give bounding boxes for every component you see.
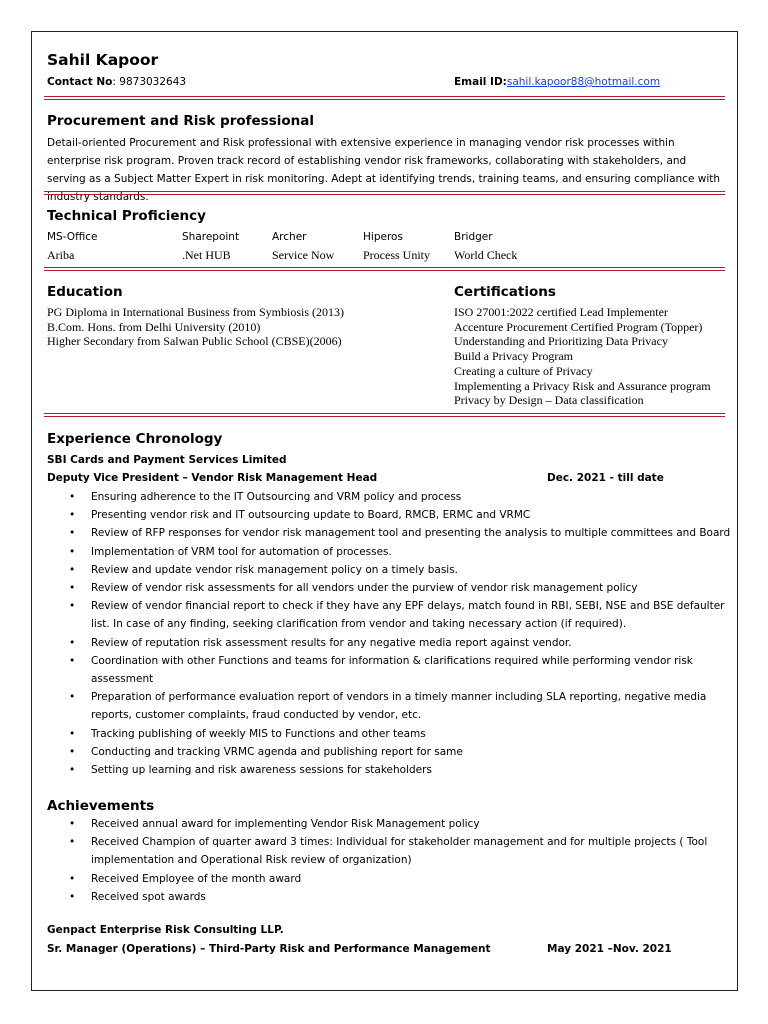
skill-item: Process Unity [363,248,430,262]
experience-title: Experience Chronology [47,431,223,447]
list-item: • Received annual award for implementing Vendor Risk Management policy [69,818,480,830]
contact-label: Contact No [47,76,113,88]
skill-item: Ariba [47,248,75,262]
certification-item: ISO 27001:2022 certified Lead Implementer [454,305,668,319]
skill-item: Sharepoint [182,231,240,243]
list-item: • Review of vendor risk assessments for all vendors under the purview of vendor risk management policy [69,582,638,595]
certifications-title: Certifications [454,284,556,300]
certification-item: Understanding and Prioritizing Data Privacy [454,334,668,349]
education-item: Higher Secondary from Salwan Public School (CBSE)(2006) [47,334,342,349]
email [454,76,660,88]
certification-item: Implementing a Privacy Risk and Assurance program [454,378,711,393]
list-item: • Review of RFP responses for vendor risk management tool and presenting the analysis to multiple committees and Board [69,527,731,540]
section-divider [44,267,725,271]
job-dates: Dec. 2021 - till date [547,472,664,484]
list-item: • Implementation of VRM tool for automation of processes. [69,545,392,558]
responsibility-list [47,488,731,779]
candidate-name: Sahil Kapoor [47,51,159,69]
skill-item: MS-Office [47,231,98,243]
certification-item: Privacy by Design – Data classification [454,393,644,408]
skill-item: Hiperos [363,231,403,243]
list-item: • Ensuring adherence to the IT Outsourcing and VRM policy and process [69,491,462,503]
education-item: B.Com. Hons. from Delhi University (2010) [47,319,261,334]
list-item: • Review of reputation risk assessment results for any negative media report against vendor. [69,636,572,649]
achievements-title: Achievements [47,798,155,814]
contact-value: : 9873032643 [112,76,187,88]
education-item: PG Diploma in International Business from Symbiosis (2013) [47,305,344,319]
list-item: • Coordination with other Functions and teams for information & clarifications required while performing vendor risk assessment [69,654,693,686]
list-item: • Review and update vendor risk management policy on a timely basis. [69,563,459,576]
skill-item: Bridger [454,231,493,243]
certification-item: Accenture Procurement Certified Program (Topper) [454,319,703,334]
certifications-list [454,305,711,408]
list-item: • Setting up learning and risk awareness sessions for stakeholders [69,764,432,777]
list-item: • Review of vendor financial report to check if they have any EPF delays, match found in RBI, SEBI, NSE and BSE defaulter list. In case of any finding, seeking clarification from vendor and taking necessary action (if required). [69,600,725,631]
company-name: SBI Cards and Payment Services Limited [47,454,287,466]
education-list [47,305,344,349]
section-divider [44,191,725,195]
skill-item: World Check [454,248,518,262]
certification-item: Build a Privacy Program [454,349,573,364]
list-item: • Presenting vendor risk and IT outsourcing update to Board, RMCB, ERMC and VRMC [69,509,531,522]
job-role: Deputy Vice President – Vendor Risk Management Head [47,472,378,484]
skills-title: Technical Proficiency [47,208,206,224]
list-item: • Received spot awards [69,890,206,903]
job-dates: May 2021 –Nov. 2021 [547,943,672,955]
list-item: • Conducting and tracking VRMC agenda and publishing report for same [69,745,463,758]
list-item: • Preparation of performance evaluation report of vendors in a timely manner including SLA reporting, negative media reports, customer complaints, fraud conducted by vendor, etc. [69,691,707,722]
certification-item: Creating a culture of Privacy [454,363,593,378]
summary-title: Procurement and Risk professional [47,113,315,129]
skill-item: .Net HUB [182,248,231,262]
resume-page [31,31,738,991]
summary-text: Detail-oriented Procurement and Risk professional with extensive experience in managing vendor risk processes within enterprise risk program. Proven track record of establishing vendor risk frameworks, collaborating with stakeholders, and serving as a Subject Matter Expert in risk monitoring. Adept at identifying trends, training teams, and ensuring compliance with industry standards. [47,137,721,203]
skill-item: Archer [272,231,307,243]
section-divider [44,413,725,417]
list-item: • Received Champion of quarter award 3 times: Individual for stakeholder management and for multiple projects ( Tool implementation and Operational Risk review of organization) [69,836,708,867]
company-name: Genpact Enterprise Risk Consulting LLP. [47,924,284,936]
skill-item: Service Now [272,248,335,262]
contact-number [47,76,186,88]
list-item: • Received Employee of the month award [69,872,302,885]
job-role: Sr. Manager (Operations) – Third-Party Risk and Performance Management [47,943,491,955]
section-divider [44,96,725,100]
achievements-list [47,815,731,906]
education-title: Education [47,284,123,300]
email-link[interactable]: sahil.kapoor88@hotmail.com [506,76,661,88]
list-item: • Tracking publishing of weekly MIS to Functions and other teams [69,727,426,740]
email-label: Email ID: [454,76,507,88]
